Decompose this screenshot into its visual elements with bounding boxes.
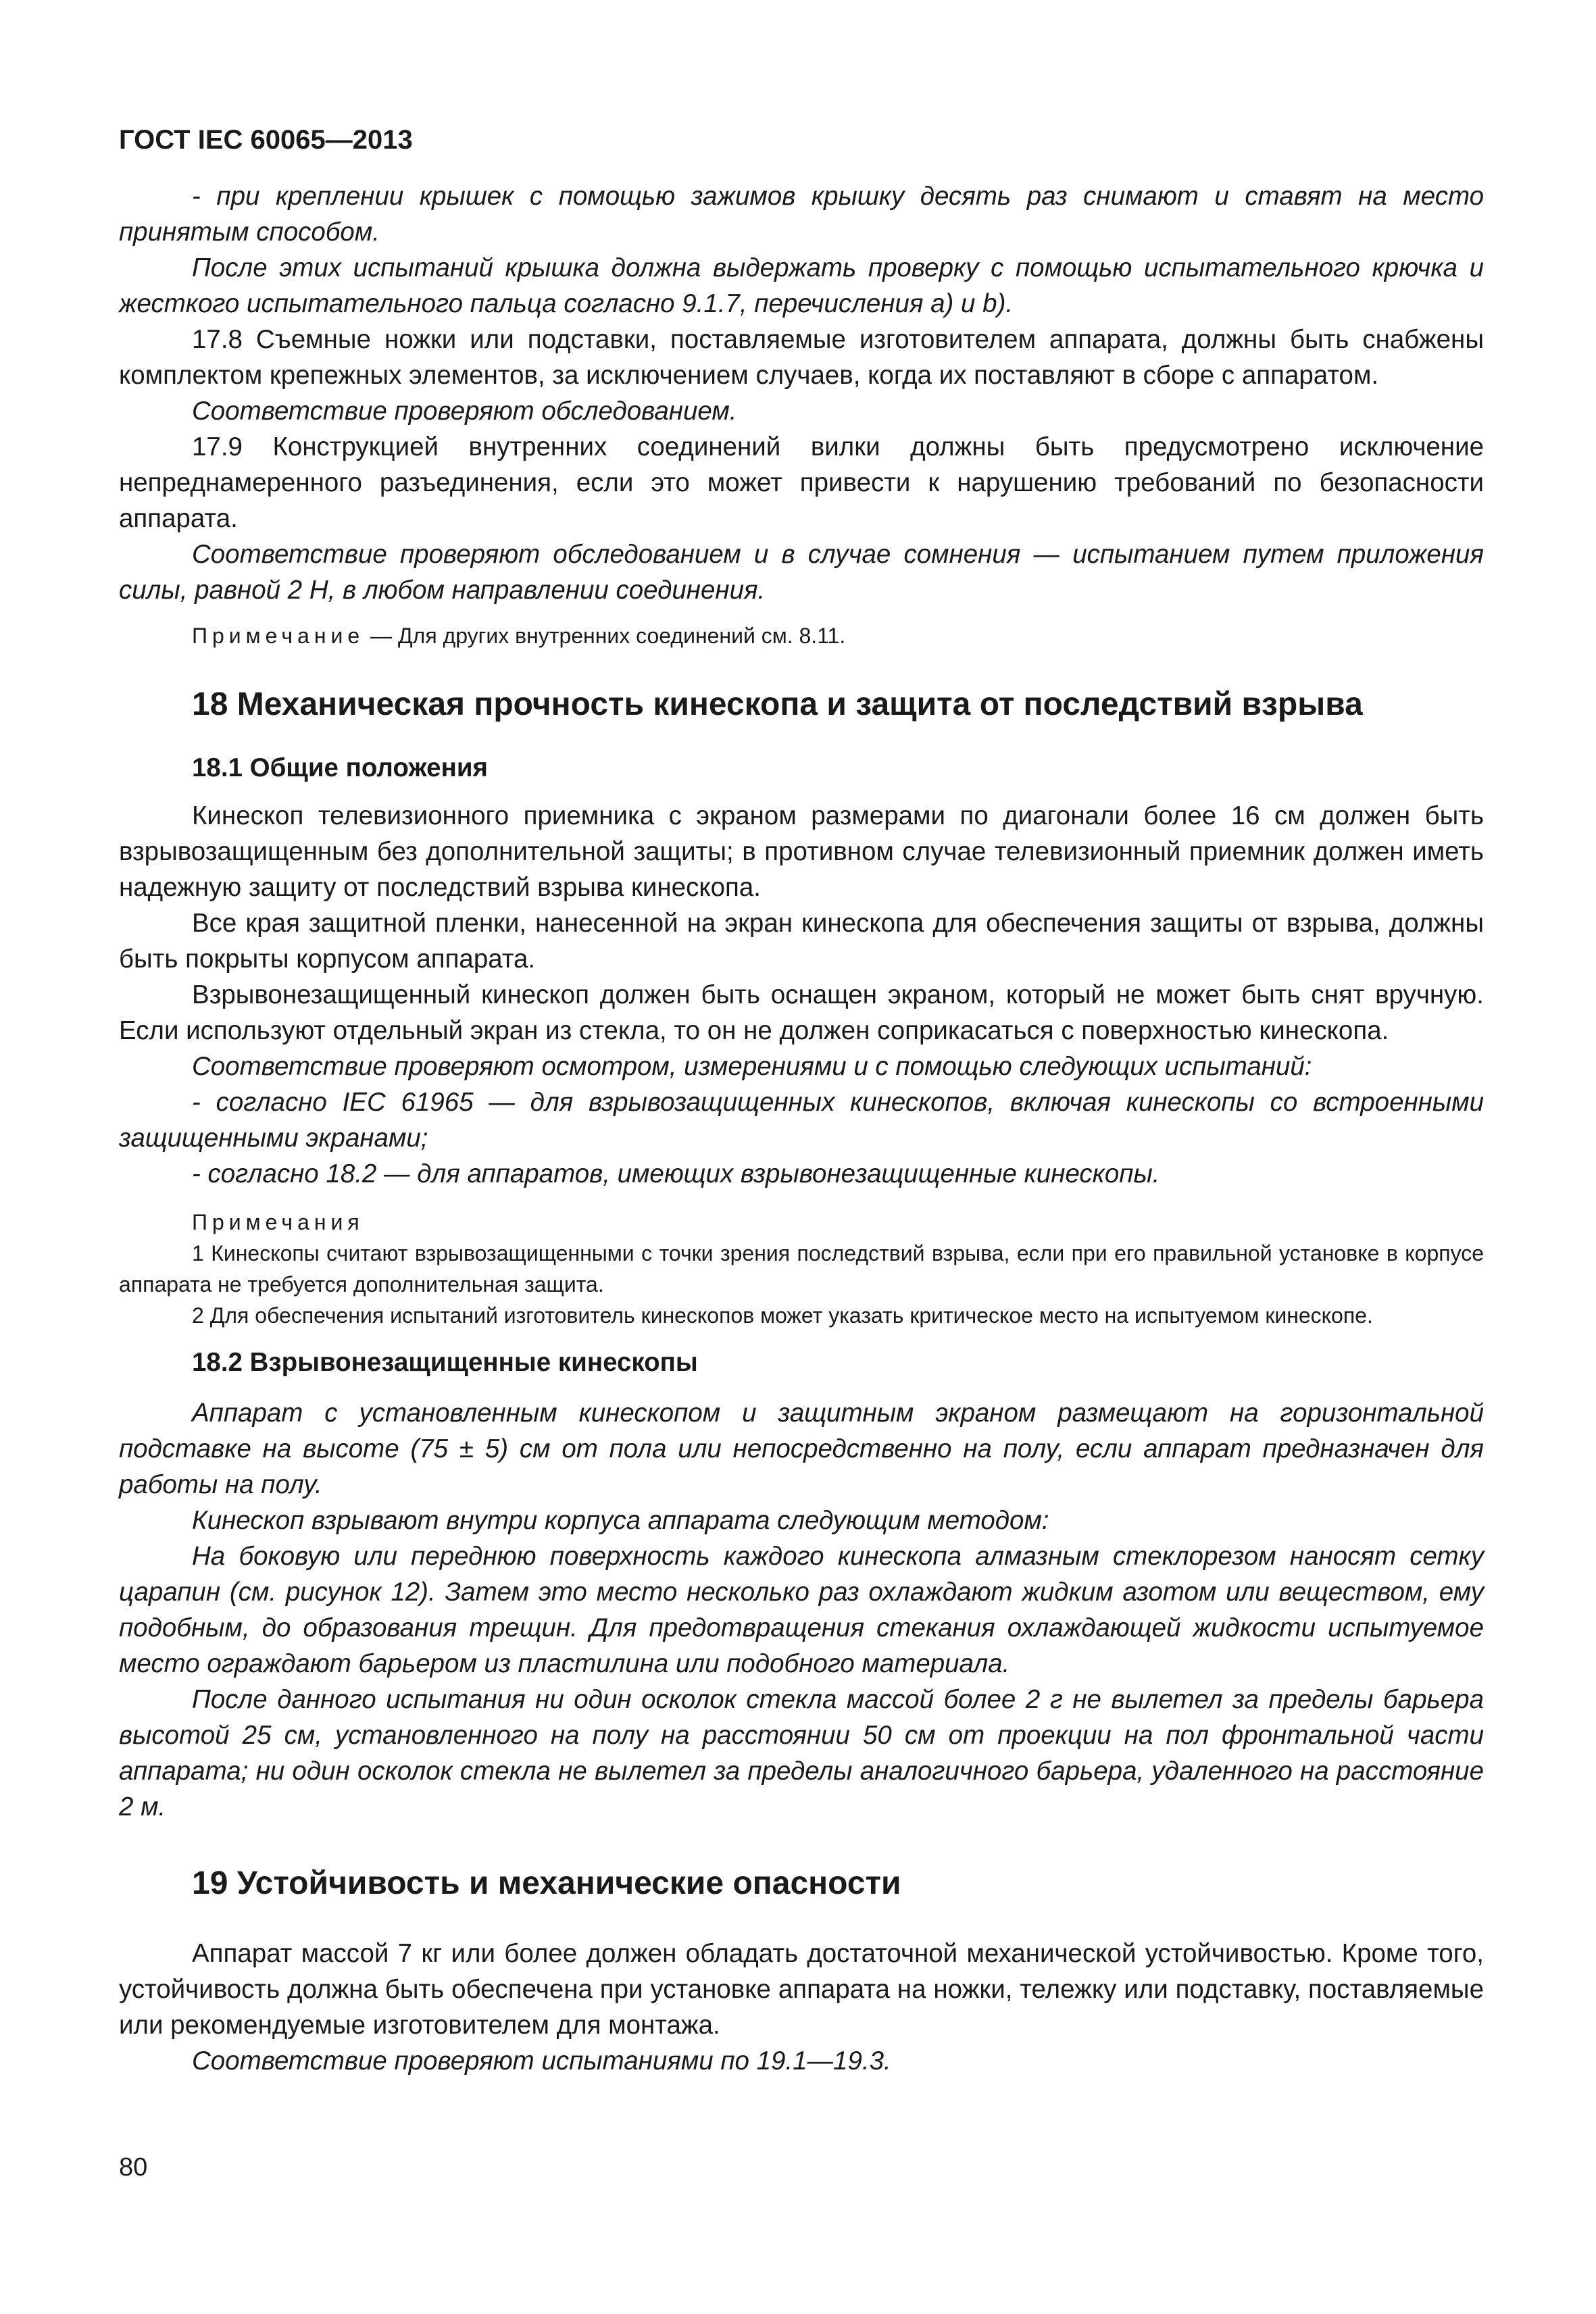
paragraph-18-2-c: На боковую или переднюю поверхность каждого кинескопа алмазным стеклорезом наносят сетку царапин (см. рисунок 12). Затем это место несколько раз охлаждают жидким азотом или веществом, ему подобным, до образования трещин. Для предотвращения стекания охлаждающей жидкости испытуемое место ограждают барьером из пластилина или подобного материала. xyxy=(119,1542,1484,1678)
paragraph-19-a: Аппарат массой 7 кг или более должен обладать достаточной механической устойчивостью. Кроме того, устойчивость должна быть обеспечена при установке аппарата на ножки, тележку или подставку, поставляемые или рекомендуемые изготовителем для монтажа. xyxy=(119,1939,1484,2040)
note-2: 2 Для обеспечения испытаний изготовитель кинескопов может указать критическое место на испытуемом кинескопе. xyxy=(192,1303,1373,1328)
note-17-9 xyxy=(119,620,1484,651)
paragraph-18-1-b: Все края защитной пленки, нанесенной на экран кинескопа для обеспечения защиты от взрыва, должны быть покрыты корпусом аппарата. xyxy=(119,909,1484,974)
paragraph-18-1-iec: - согласно IEC 61965 — для взрывозащищенных кинескопов, включая кинескопы со встроенными защищенными экранами; xyxy=(119,1088,1484,1153)
paragraph-17-8: 17.8 Съемные ножки или подставки, поставляемые изготовителем аппарата, должны быть снабжены комплектом крепежных элементов, за исключением случаев, когда их поставляют в сборе с аппаратом. xyxy=(119,325,1484,390)
section-18-title: 18 Механическая прочность кинескопа и защита от последствий взрыва xyxy=(192,686,1363,722)
paragraph-cover-test: После этих испытаний крышка должна выдержать проверку с помощью испытательного крючка и жесткого испытательного пальца согласно 9.1.7, перечисления a) и b). xyxy=(119,253,1484,318)
paragraph-17-9: 17.9 Конструкцией внутренних соединений вилки должны быть предусмотрено исключение непреднамеренного разъединения, если это может привести к нарушению требований по безопасности аппарата. xyxy=(119,432,1484,533)
paragraph-18-2-b: Кинескоп взрывают внутри корпуса аппарата следующим методом: xyxy=(192,1506,1049,1535)
paragraph-18-1-compliance: Соответствие проверяют осмотром, измерениями и с помощью следующих испытаний: xyxy=(192,1052,1312,1081)
standard-header: ГОСТ IEC 60065—2013 xyxy=(119,125,413,155)
note-label: Примечание xyxy=(192,624,365,648)
paragraph-18-2-d: После данного испытания ни один осколок стекла массой более 2 г не вылетел за пределы барьера высотой 25 см, установленного на полу на расстоянии 50 см от проекции на пол фронтальной части аппарата; ни один осколок стекла не вылетел за пределы аналогичного барьера, удаленного на расстояние 2 м. xyxy=(119,1685,1484,1821)
paragraph-19-compliance: Соответствие проверяют испытаниями по 19.1—19.3. xyxy=(192,2046,891,2076)
paragraph-18-1-c: Взрывонезащищенный кинескоп должен быть оснащен экраном, который не может быть снят вручную. Если используют отдельный экран из стекла, то он не должен соприкасаться с поверхностью кинескопа. xyxy=(119,980,1484,1045)
paragraph-18-1-a: Кинескоп телевизионного приемника с экраном размерами по диагонали более 16 см должен быть взрывозащищенным без дополнительной защиты; в противном случае телевизионный приемник должен иметь надежную защиту от последствий взрыва кинескопа. xyxy=(119,801,1484,902)
subsection-18-2-title: 18.2 Взрывонезащищенные кинескопы xyxy=(192,1348,698,1377)
subsection-18-1-title: 18.1 Общие положения xyxy=(192,753,488,782)
paragraph-cover-clamps: - при креплении крышек с помощью зажимов крышку десять раз снимают и ставят на место принятым способом. xyxy=(119,182,1484,247)
section-19-title: 19 Устойчивость и механические опасности xyxy=(192,1865,901,1901)
paragraph-18-2-a: Аппарат с установленным кинескопом и защитным экраном размещают на горизонтальной подставке на высоте (75 ± 5) см от пола или непосредственно на полу, если аппарат предназначен для работы на полу. xyxy=(119,1399,1484,1499)
paragraph-17-8-compliance: Соответствие проверяют обследованием. xyxy=(192,397,737,426)
document-page xyxy=(119,122,1484,2270)
page-number: 80 xyxy=(119,2153,148,2182)
paragraph-17-9-compliance: Соответствие проверяют обследованием и в случае сомнения — испытанием путем приложения силы, равной 2 Н, в любом направлении соединения. xyxy=(119,540,1484,605)
paragraph-18-1-18-2: - согласно 18.2 — для аппаратов, имеющих взрывонезащищенные кинескопы. xyxy=(192,1159,1160,1188)
note-text: — Для других внутренних соединений см. 8.11. xyxy=(364,624,846,648)
note-1: 1 Кинескопы считают взрывозащищенными с точки зрения последствий взрыва, если при его правильной установке в корпусе аппарата не требуется дополнительная защита. xyxy=(119,1241,1484,1297)
notes-heading: Примечания xyxy=(192,1210,364,1234)
